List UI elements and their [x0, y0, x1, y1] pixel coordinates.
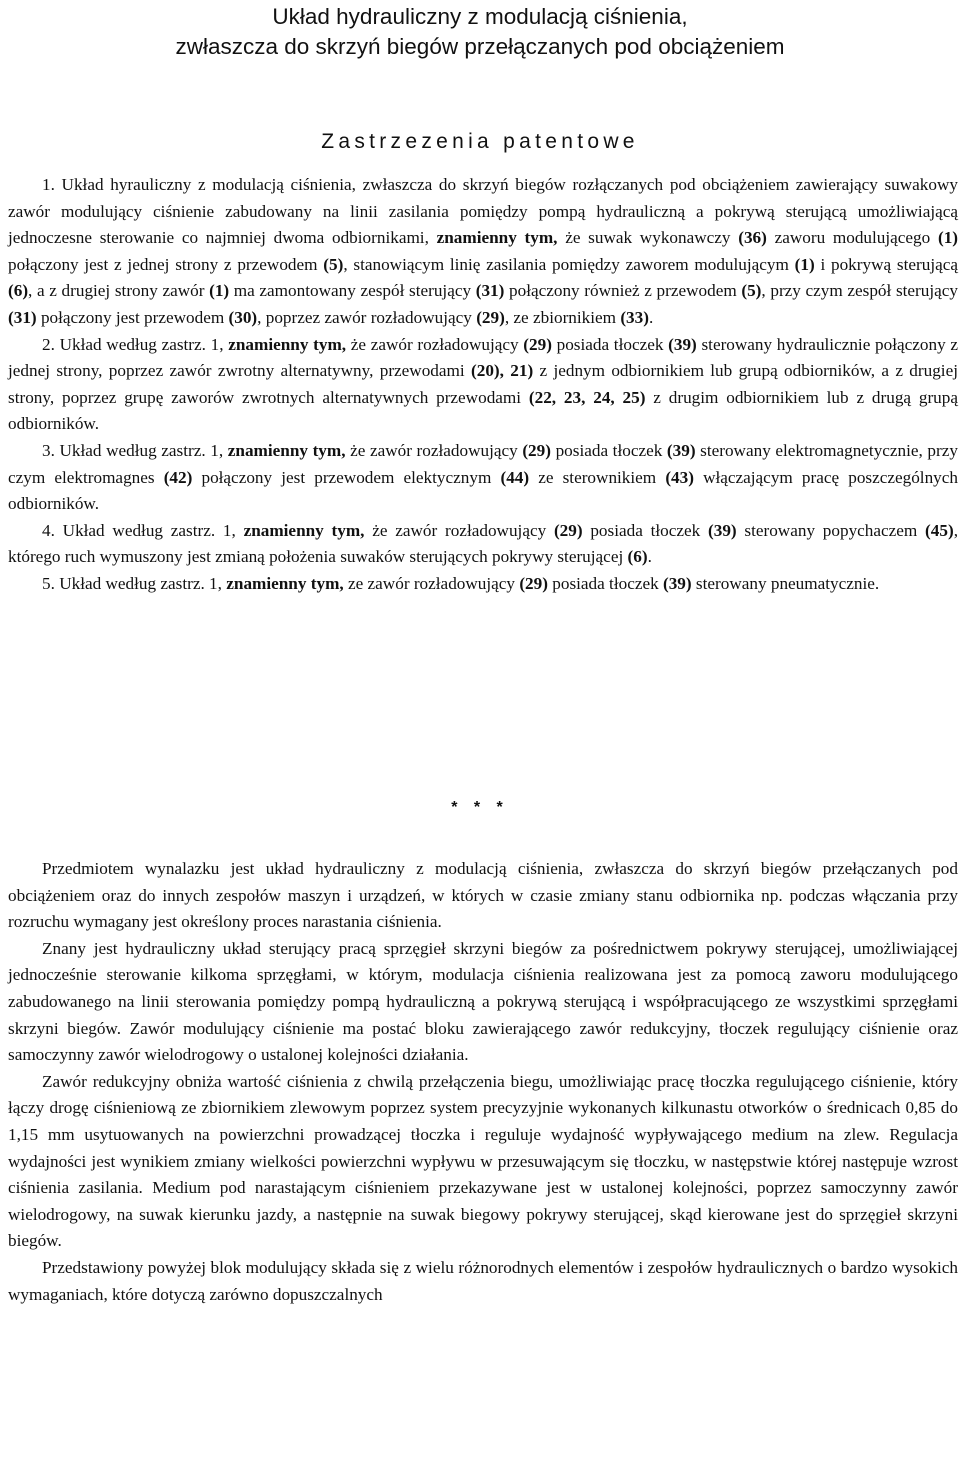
text-run: połączony jest przewodem — [36, 307, 229, 327]
bold-run: (29) — [553, 520, 583, 540]
text-run: , a z drugiej strony zawór — [28, 281, 210, 301]
text-run: że suwak wykonawczy — [557, 228, 739, 248]
bold-run: (36) — [738, 228, 767, 248]
description-section — [8, 856, 958, 1308]
text-run: że zawór rozładowujący — [364, 520, 554, 540]
bold-run: (39) — [668, 334, 697, 354]
bold-run: (31) — [8, 307, 37, 327]
text-run: , poprzez zawór rozładowujący — [257, 307, 477, 327]
text-run: z jednym odbiornikiem lub grupą odbiorników, a z drugiej strony, poprzez grupę zaworów zwrotnych alternatywnych przewodami — [8, 361, 958, 407]
bold-run: (30) — [228, 307, 258, 327]
bold-run: znamienny tym, — [228, 334, 347, 354]
text-run: , ze zbiornikiem — [504, 307, 621, 327]
bold-run: (20), 21) — [471, 361, 534, 381]
claim-paragraph — [8, 571, 958, 598]
bold-run: (29) — [476, 307, 505, 327]
text-run: z drugim odbiornikiem lub z drugą grupą odbiorników. — [8, 387, 958, 434]
text-run: posiada tłoczek — [582, 520, 708, 540]
bold-run: (43) — [665, 467, 694, 487]
claim-paragraph — [8, 438, 958, 518]
bold-run: znamienny tym, — [436, 228, 558, 248]
description-paragraph: Przedmiotem wynalazku jest układ hydrauliczny z modulacją ciśnienia, zwłaszcza do skrzyń biegów przełączanych pod obciążeniem oraz do innych zespołów maszyn i urządzeń, w których w czasie zmiany stanu odbiornika np. podczas włączania przy rozruchu wymagany jest określony proces narastania ciśnienia. — [8, 859, 958, 932]
text-run: ze zawór rozładowujący — [343, 573, 520, 593]
claim-paragraph — [8, 172, 958, 332]
description-paragraph: Przedstawiony powyżej blok modulujący składa się z wielu różnorodnych elementów i zespołów hydraulicznych o bardzo wysokich wymaganiach, które dotyczą zarówno dopuszczalnych — [8, 1257, 958, 1304]
bold-run: (31) — [475, 281, 505, 301]
text-run: połączony jest z jednej strony z przewodem — [8, 254, 324, 274]
text-run: posiada tłoczek — [547, 573, 663, 593]
text-run: 2. Układ według zastrz. 1, — [42, 334, 229, 354]
bold-run: (1) — [937, 228, 959, 248]
bold-run: (44) — [500, 467, 530, 487]
bold-run: (29) — [522, 440, 551, 460]
text-run: że zawór rozładowujący — [345, 440, 523, 460]
text-run: ze sterownikiem — [529, 467, 666, 487]
text-run: ma zamontowany zespół sterujący — [229, 281, 476, 301]
section-separator: * * * — [451, 799, 509, 816]
bold-run: (39) — [662, 573, 692, 593]
bold-run: (5) — [323, 254, 344, 274]
bold-run: znamienny tym, — [227, 440, 346, 460]
text-run: sterowany hydraulicznie połączony z jednej strony, poprzez zawór zwrotny alternatywny, przewodami — [8, 334, 958, 381]
text-run: , stanowiącym linię zasilania pomiędzy zaworem modulującym — [343, 254, 795, 274]
text-run: . — [648, 307, 654, 327]
bold-run: (39) — [708, 520, 737, 540]
text-run: , którego ruch wymuszony jest zmianą położenia suwaków sterujących pokrywy sterującej — [8, 520, 958, 567]
bold-run: znamienny tym, — [226, 573, 344, 593]
text-run: 5. Układ według zastrz. 1, — [42, 573, 227, 593]
text-run: posiada tłoczek — [550, 440, 667, 460]
text-run: i pokrywą sterującą — [814, 254, 958, 274]
text-run: 3. Układ według zastrz. 1, — [42, 440, 228, 460]
text-run: sterowany elektromagnetycznie, przy czym elektromagnes — [8, 440, 958, 487]
text-run: , przy czym zespół sterujący — [761, 281, 958, 301]
text-run: 1. Układ hyrauliczny z modulacją ciśnienia, zwłaszcza do skrzyń biegów rozłączanych pod obciążeniem zawierający suwakowy zawór modulujący ciśnienie zabudowany na linii zasilania pomiędzy pompą hydrauliczną a pokrywą sterującą umożliwiającą jednoczesne sterowanie co najmniej dwoma odbiornikami, — [8, 175, 958, 248]
bold-run: (29) — [519, 573, 548, 593]
claims-section — [8, 172, 958, 598]
bold-run: (5) — [741, 281, 762, 301]
text-run: posiada tłoczek — [551, 334, 669, 354]
title-line-2: zwłaszcza do skrzyń biegów przełączanych pod obciążeniem — [175, 34, 785, 59]
text-run: zaworu modulującego — [766, 228, 938, 248]
text-run: połączony jest przewodem elektycznym — [192, 467, 501, 487]
text-run: sterowany popychaczem — [736, 520, 926, 540]
bold-run: (6) — [627, 547, 648, 567]
description-paragraph: Znany jest hydrauliczny układ sterujący pracą sprzęgieł skrzyni biegów za pośrednictwem pokrywy sterującej, umożliwiającej jednocześnie sterowanie kilkoma sprzęgłami, w którym, modulacja ciśnienia realizowana jest za pomocą zaworu modulującego zabudowanego na linii sterowania pomiędzy pompą hydrauliczną a pokrywą sterującą i współpracującego ze wszystkimi sprzęgłami skrzyni biegów. Zawór modulujący ciśnienie ma postać bloku zawierającego zawór redukcyjny, tłoczek regulujący ciśnienie oraz samoczynny zawór wielodrogowy o ustalonej kolejności działania. — [8, 938, 958, 1065]
bold-run: (22, 23, 24, 25) — [528, 387, 646, 407]
document-title — [0, 2, 960, 62]
text-run: że zawór rozładowujący — [346, 334, 524, 354]
bold-run: (45) — [925, 520, 954, 540]
text-run: włączającym pracę poszczególnych odbiorników. — [8, 467, 958, 514]
claims-heading: Zastrzezenia patentowe — [321, 130, 639, 153]
claim-paragraph — [8, 332, 958, 438]
bold-run: (29) — [523, 334, 552, 354]
bold-run: (39) — [666, 440, 696, 460]
text-run: połączony również z przewodem — [504, 281, 742, 301]
bold-run: znamienny tym, — [243, 520, 365, 540]
text-run: sterowany pneumatycznie. — [691, 573, 880, 593]
text-run: . — [647, 547, 652, 567]
title-line-1: Układ hydrauliczny z modulacją ciśnienia, — [272, 4, 688, 29]
bold-run: (1) — [209, 281, 230, 301]
bold-run: (6) — [8, 281, 29, 301]
bold-run: (42) — [163, 467, 193, 487]
bold-run: (1) — [794, 254, 815, 274]
description-paragraph: Zawór redukcyjny obniża wartość ciśnienia z chwilą przełączenia biegu, umożliwiając pracę tłoczka regulującego ciśnienie, który łączy drogę ciśnieniową ze zbiornikiem zlewowym poprzez system precyzyjnie wykonanych kilkunastu otworków o średnicach 0,85 do 1,15 mm usytuowanych na powierzchni prowadzącej tłoczka i reguluje wydajność wypływającego medium na zlew. Regulacja wydajności jest wynikiem zmiany wielkości powierzchni wypływu w przesuwającym się tłoczku, w następstwie której następuje wzrost ciśnienia zasilania. Medium pod narastającym ciśnieniem przekazywane jest w ustalonej kolejności, poprzez samoczynny zawór wielodrogowy, na suwak kierunku jazdy, a następnie na suwak biegowy pokrywy sterującej, skąd kierowane jest do sprzęgieł skrzyni biegów. — [8, 1071, 958, 1251]
bold-run: (33) — [620, 307, 649, 327]
text-run: 4. Układ według zastrz. 1, — [42, 520, 244, 540]
claim-paragraph — [8, 518, 958, 571]
